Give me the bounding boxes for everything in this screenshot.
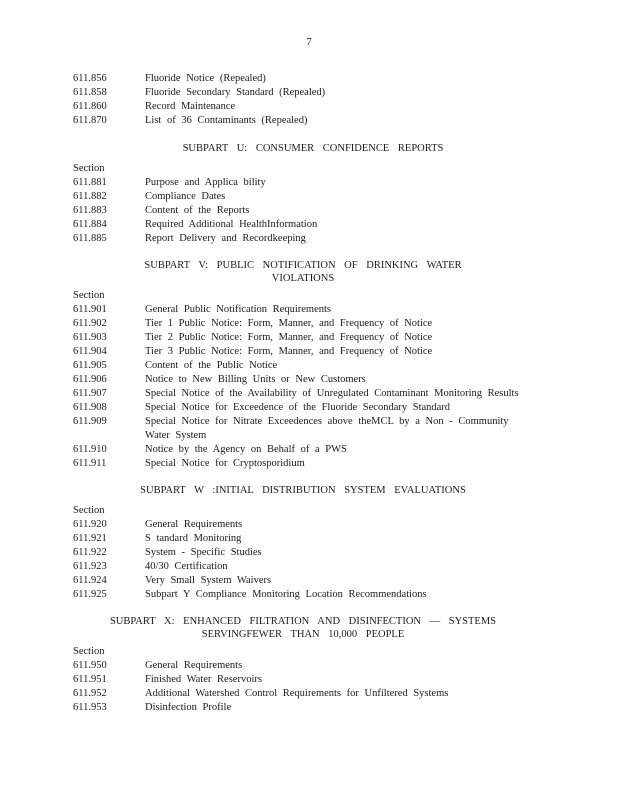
section-number: 611.882 [73,191,107,202]
section-number: 611.923 [73,561,107,572]
toc-row [73,401,533,415]
toc-row [73,303,533,317]
section-title: General Requirements [145,660,243,671]
toc-group-subpart-u [73,142,533,246]
subpart-heading-line: SERVINGFEWER THAN 10,000 PEOPLE [201,629,405,640]
section-title: Record Maintenance [145,101,236,112]
section-number: 611.856 [73,73,107,84]
subpart-heading [73,484,533,497]
section-number: 611.902 [73,318,107,329]
toc-row [73,331,533,345]
section-number: 611.881 [73,177,107,188]
section-title: System - Specific Studies [145,547,262,558]
toc-row [73,86,533,100]
section-title: S tandard Monitoring [145,533,242,544]
toc-row [73,373,533,387]
section-title: Special Notice of the Availability of Unregulated Contaminant Monitoring Results [145,388,519,399]
toc-row [73,232,533,246]
section-label: Section [73,163,105,174]
toc-row [73,701,533,715]
section-title: Special Notice for Nitrate Exceedences above theMCL by a Non - Community Water System [145,416,509,441]
section-title: Tier 3 Public Notice: Form, Manner, and Frequency of Notice [145,346,433,357]
section-label: Section [73,505,105,516]
toc-group-subpart-w [73,484,533,602]
toc-row [73,443,533,457]
section-title: Notice by the Agency on Behalf of a PWS [145,444,347,455]
toc-row [73,659,533,673]
section-number: 611.906 [73,374,107,385]
section-label: Section [73,646,105,657]
section-number: 611.908 [73,402,107,413]
section-number: 611.903 [73,332,107,343]
toc-row [73,687,533,701]
section-title: Report Delivery and Recordkeeping [145,233,306,244]
section-number: 611.858 [73,87,107,98]
section-number: 611.921 [73,533,107,544]
toc-row [73,574,533,588]
section-number: 611.904 [73,346,107,357]
section-title: Subpart Y Compliance Monitoring Location Recommendations [145,589,427,600]
toc-row [73,114,533,128]
toc-row [73,546,533,560]
section-title: 40/30 Certification [145,561,228,572]
section-number: 611.870 [73,115,107,126]
subpart-heading-line: SUBPART X: ENHANCED FILTRATION AND DISINFECTION — SYSTEMS [109,616,497,627]
section-title: Fluoride Notice (Repealed) [145,73,266,84]
section-number: 611.922 [73,547,107,558]
toc-row [73,218,533,232]
section-number: 611.883 [73,205,107,216]
section-title: List of 36 Contaminants (Repealed) [145,115,308,126]
section-number: 611.907 [73,388,107,399]
toc-row [73,190,533,204]
section-number: 611.952 [73,688,107,699]
section-number: 611.884 [73,219,107,230]
subpart-heading-line: SUBPART W :INITIAL DISTRIBUTION SYSTEM EVALUATIONS [140,485,466,496]
toc-row [73,176,533,190]
subpart-heading-line: SUBPART V: PUBLIC NOTIFICATION OF DRINKING WATER [144,260,462,271]
section-number: 611.953 [73,702,107,713]
section-title: Purpose and Applica bility [145,177,266,188]
section-number: 611.910 [73,444,107,455]
toc-row [73,588,533,602]
section-title: Additional Watershed Control Requirements for Unfiltered Systems [145,688,449,699]
section-label: Section [73,290,105,301]
section-number: 611.920 [73,519,107,530]
section-number: 611.905 [73,360,107,371]
section-title: General Requirements [145,519,243,530]
section-title: Fluoride Secondary Standard (Repealed) [145,87,326,98]
section-title: Tier 2 Public Notice: Form, Manner, and Frequency of Notice [145,332,433,343]
section-number: 611.901 [73,304,107,315]
section-title: Tier 1 Public Notice: Form, Manner, and Frequency of Notice [145,318,433,329]
section-title: Compliance Dates [145,191,226,202]
subpart-heading [73,259,533,285]
page-number: 7 [306,36,312,48]
section-title: Notice to New Billing Units or New Customers [145,374,366,385]
section-number: 611.924 [73,575,107,586]
section-title: Finished Water Reservoirs [145,674,262,685]
table-of-contents [73,72,533,715]
toc-row [73,345,533,359]
toc-row [73,204,533,218]
toc-row [73,673,533,687]
subpart-heading [73,615,533,641]
section-title: General Public Notification Requirements [145,304,331,315]
section-number: 611.860 [73,101,107,112]
toc-row [73,72,533,86]
subpart-heading [73,142,533,155]
toc-group [73,72,533,128]
toc-row [73,532,533,546]
subpart-heading-line: VIOLATIONS [271,273,335,284]
toc-row [73,387,533,401]
section-title: Content of the Public Notice [145,360,278,371]
toc-group-subpart-x [73,615,533,715]
toc-row [73,100,533,114]
section-title: Special Notice for Cryptosporidium [145,458,305,469]
toc-row [73,317,533,331]
toc-row [73,415,533,443]
section-number: 611.951 [73,674,107,685]
section-number: 611.911 [73,458,107,469]
section-number: 611.885 [73,233,107,244]
section-title: Content of the Reports [145,205,250,216]
toc-row [73,457,533,471]
section-number: 611.909 [73,416,107,427]
section-number: 611.950 [73,660,107,671]
toc-row [73,359,533,373]
toc-row [73,560,533,574]
toc-row [73,518,533,532]
section-title: Very Small System Waivers [145,575,272,586]
section-title: Special Notice for Exceedence of the Fluoride Secondary Standard [145,402,451,413]
subpart-heading-line: SUBPART U: CONSUMER CONFIDENCE REPORTS [182,143,444,154]
section-title: Disinfection Profile [145,702,232,713]
section-title: Required Additional HealthInformation [145,219,318,230]
section-number: 611.925 [73,589,107,600]
toc-group-subpart-v [73,259,533,471]
